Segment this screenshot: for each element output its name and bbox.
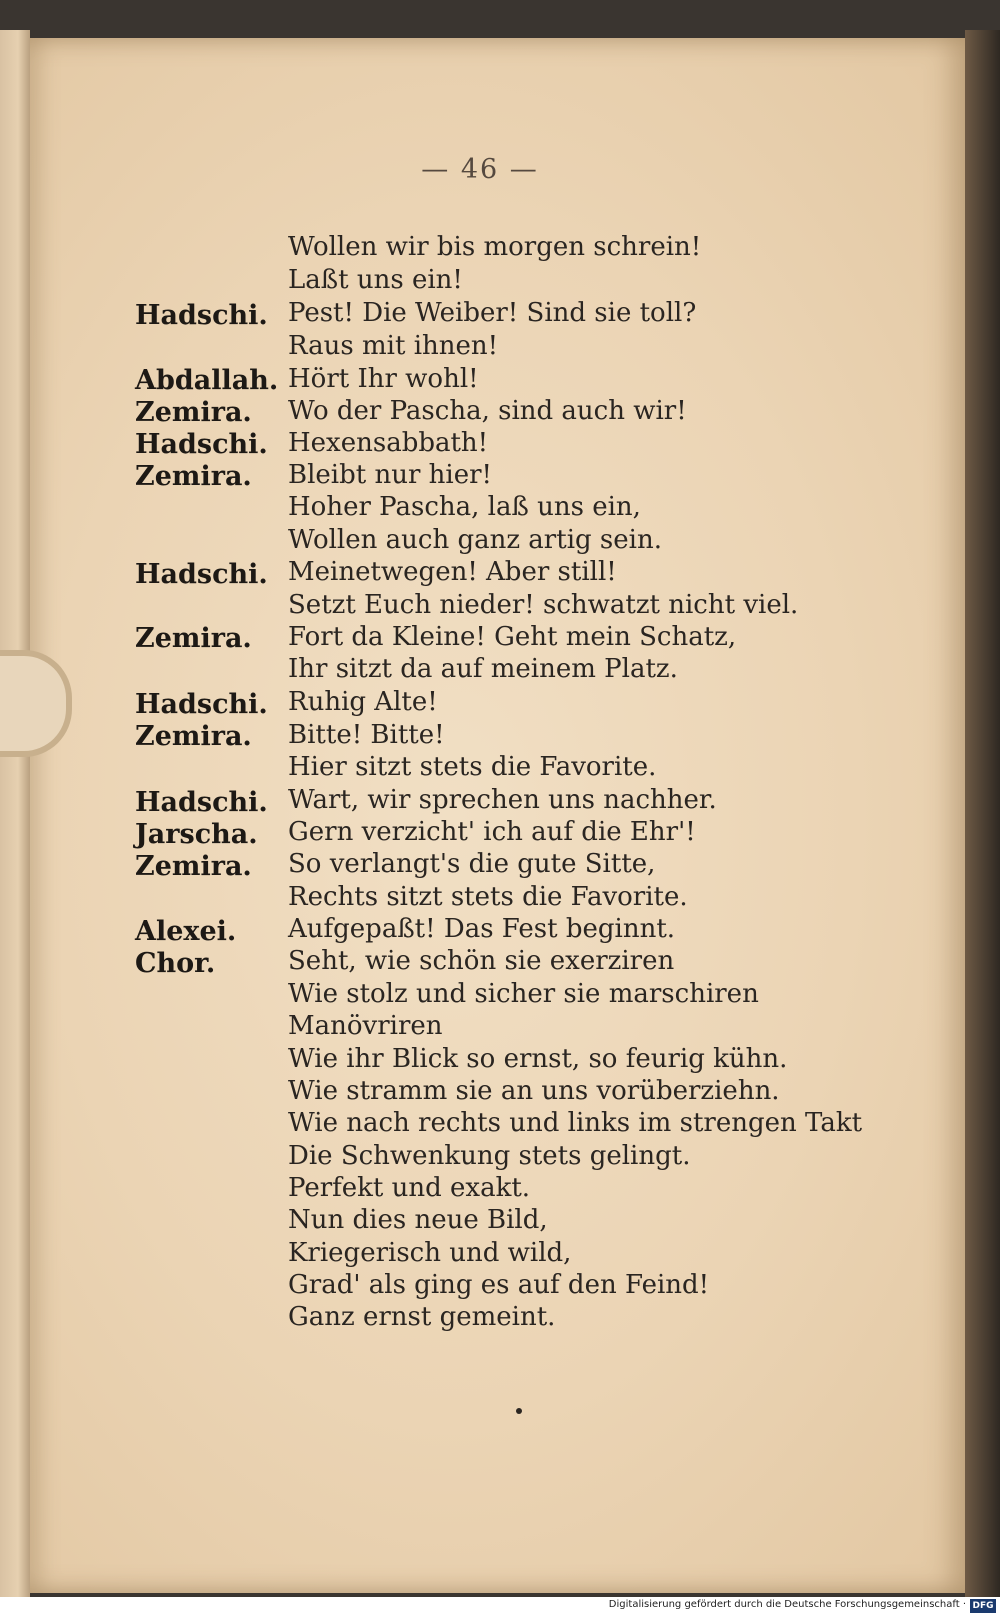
funding-credit: Digitalisierung gefördert durch die Deutsche Forschungsgemeinschaft · <box>608 1599 966 1610</box>
dfg-logo: DFG <box>970 1599 996 1613</box>
verse-line: Seht, wie schön sie exerziren <box>288 946 675 976</box>
verse-line: Nun dies neue Bild, <box>288 1205 548 1235</box>
speaker-label: Hadschi. <box>135 787 268 818</box>
verse-line: Ganz ernst gemeint. <box>288 1302 556 1332</box>
verse-line: Manövriren <box>288 1011 443 1041</box>
verse-line: Ihr sitzt da auf meinem Platz. <box>288 654 678 684</box>
speaker-label: Zemira. <box>135 851 252 882</box>
verse-line: Hört Ihr wohl! <box>288 364 479 394</box>
speaker-label: Zemira. <box>135 721 252 752</box>
speaker-label: Hadschi. <box>135 300 268 331</box>
verse-line: Wart, wir sprechen uns nachher. <box>288 785 717 815</box>
verse-line: Raus mit ihnen! <box>288 331 499 361</box>
verse-line: Wie stolz und sicher sie marschiren <box>288 979 759 1009</box>
speaker-label: Hadschi. <box>135 559 268 590</box>
speaker-label: Alexei. <box>135 916 237 947</box>
verse-line: Pest! Die Weiber! Sind sie toll? <box>288 298 697 328</box>
verse-line: Wo der Pascha, sind auch wir! <box>288 396 687 426</box>
speaker-label: Abdallah. <box>135 365 279 396</box>
verse-line: Rechts sitzt stets die Favorite. <box>288 882 688 912</box>
speaker-label: Hadschi. <box>135 689 268 720</box>
verse-line: Hier sitzt stets die Favorite. <box>288 752 657 782</box>
verse-line: Grad' als ging es auf den Feind! <box>288 1270 710 1300</box>
verse-line: Wie nach rechts und links im strengen Takt <box>288 1108 863 1138</box>
book-spine-edge <box>965 30 1000 1597</box>
verse-line: Gern verzicht' ich auf die Ehr'! <box>288 817 696 847</box>
left-page-edge <box>0 30 30 1597</box>
verse-line: So verlangt's die gute Sitte, <box>288 849 656 879</box>
verse-line: Wie ihr Blick so ernst, so feurig kühn. <box>288 1044 788 1074</box>
ink-dot <box>516 1408 522 1414</box>
verse-line: Aufgepaßt! Das Fest beginnt. <box>288 914 676 944</box>
verse-line: Hoher Pascha, laß uns ein, <box>288 492 641 522</box>
speaker-label: Zemira. <box>135 623 252 654</box>
speaker-label: Zemira. <box>135 461 252 492</box>
verse-line: Ruhig Alte! <box>288 687 438 717</box>
verse-line: Bitte! Bitte! <box>288 720 445 750</box>
verse-line: Setzt Euch nieder! schwatzt nicht viel. <box>288 590 799 620</box>
verse-line: Hexensabbath! <box>288 428 489 458</box>
verse-line: Kriegerisch und wild, <box>288 1238 572 1268</box>
verse-line: Meinetwegen! Aber still! <box>288 557 617 587</box>
verse-line: Perfekt und exakt. <box>288 1173 531 1203</box>
verse-line: Wie stramm sie an uns vorüberziehn. <box>288 1076 780 1106</box>
page-number: — 46 — <box>421 154 539 185</box>
speaker-label: Zemira. <box>135 397 252 428</box>
digitization-footer <box>0 1597 1000 1617</box>
verse-line: Laßt uns ein! <box>288 265 463 295</box>
verse-line: Bleibt nur hier! <box>288 460 492 490</box>
verse-line: Wollen auch ganz artig sein. <box>288 525 662 555</box>
speaker-label: Chor. <box>135 948 216 979</box>
verse-line: Die Schwenkung stets gelingt. <box>288 1141 691 1171</box>
speaker-label: Hadschi. <box>135 429 268 460</box>
speaker-label: Jarscha. <box>135 819 258 850</box>
verse-line: Fort da Kleine! Geht mein Schatz, <box>288 622 737 652</box>
verse-line: Wollen wir bis morgen schrein! <box>288 232 702 262</box>
